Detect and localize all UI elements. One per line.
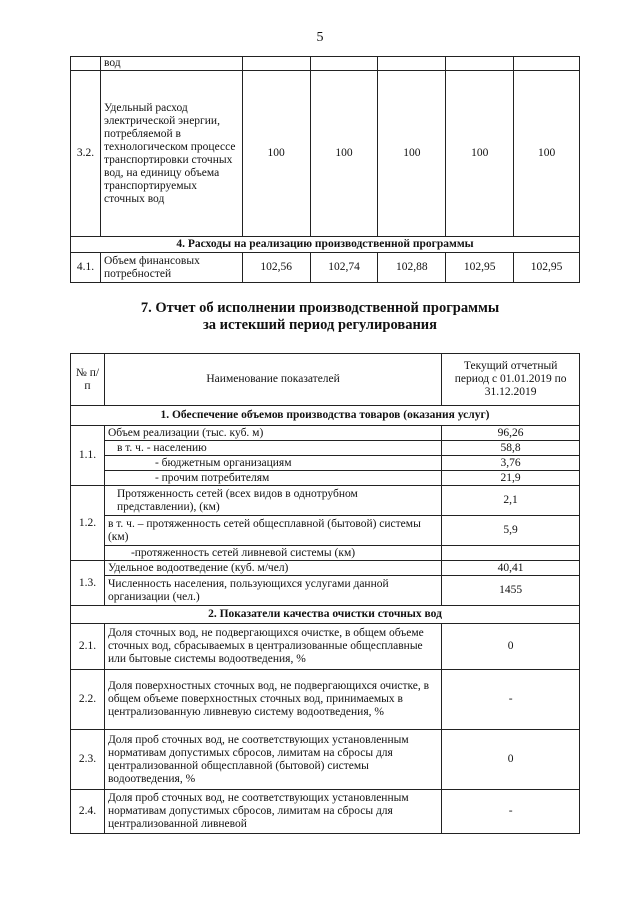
table-row [71,624,580,670]
value-cell: 102,95 [514,253,580,283]
indicator-value: 0 [442,624,580,670]
table-row [71,441,580,456]
header-period: Текущий отчетный период с 01.01.2019 по 31.12.2019 [442,354,580,406]
table-row [71,790,580,834]
indicator-value: 0 [442,730,580,790]
table-row [71,486,580,516]
value-cell: 102,74 [310,253,378,283]
section-row [71,237,580,253]
table-row [71,71,580,237]
indicator-label: Объем реализации (тыс. куб. м) [104,426,441,441]
table-row [71,456,580,471]
value-cell: 100 [310,71,378,237]
indicator-value: 2,1 [442,486,580,516]
indicator-label: Численность населения, пользующихся услугами данной организации (чел.) [104,576,441,606]
header-name: Наименование показателей [104,354,441,406]
program-table-continued [70,56,580,283]
table-row [71,426,580,441]
indicator-value: 5,9 [442,516,580,546]
row-top-text: вод [100,57,242,71]
indicator-label: Доля поверхностных сточных вод, не подвергающихся очистке, в общем объеме поверхностных сточных вод, принимаемых в централизованную ливневую систему водоотведения, % [104,670,441,730]
table-row [71,471,580,486]
indicator-label: -протяженность сетей ливневой системы (км) [104,546,441,561]
value-cell: 100 [242,71,310,237]
indicator-value: 1455 [442,576,580,606]
indicator-label: Удельное водоотведение (куб. м/чел) [104,561,441,576]
row-number: 2.3. [71,730,105,790]
indicator-label: Доля проб сточных вод, не соответствующих установленным нормативам допустимых сбросов, лимитам на сбросы для централизованной общесплавной (бытовой) системы водоотведения, % [104,730,441,790]
table-row [71,561,580,576]
section-7-line1: 7. Отчет об исполнении производственной программы [140,300,500,316]
indicator-label: Доля проб сточных вод, не соответствующих установленным нормативам допустимых сбросов, лимитам на сбросы для централизованной ливневой [104,790,441,834]
section-row [71,406,580,426]
table-row [71,670,580,730]
table-row [71,516,580,546]
indicator-value: - [442,790,580,834]
indicator-label: - прочим потребителям [104,471,441,486]
value-cell: 102,56 [242,253,310,283]
indicator-value: 3,76 [442,456,580,471]
indicator-label: в т. ч. - населению [104,441,441,456]
header-num: № п/п [71,354,105,406]
table-row [71,253,580,283]
indicator-label: - бюджетным организациям [104,456,441,471]
indicator-value: 58,8 [442,441,580,456]
table-row [71,576,580,606]
row-number: 1.2. [71,486,105,561]
indicator-value [442,546,580,561]
report-table [70,353,580,834]
value-cell: 100 [378,71,446,237]
header-row [71,354,580,406]
indicator-value: 96,26 [442,426,580,441]
table-row [71,57,580,71]
row-number: 4.1. [71,253,101,283]
indicator-value: 40,41 [442,561,580,576]
value-cell: 100 [446,71,514,237]
table-row [71,730,580,790]
value-cell: 102,88 [378,253,446,283]
row-number: 3.2. [71,71,101,237]
section-heading: 4. Расходы на реализацию производственной программы [71,237,580,253]
section-heading: 2. Показатели качества очистки сточных вод [71,606,580,624]
section-row [71,606,580,624]
indicator-name: Объем финансовых потребностей [100,253,242,283]
row-number: 2.1. [71,624,105,670]
row-number: 1.3. [71,561,105,606]
table-row [71,546,580,561]
value-cell: 100 [514,71,580,237]
section-7-line2: за истекший период регулирования [202,317,438,333]
section-heading: 1. Обеспечение объемов производства товаров (оказания услуг) [71,406,580,426]
value-cell: 102,95 [446,253,514,283]
indicator-label: Доля сточных вод, не подвергающихся очистке, в общем объеме сточных вод, сбрасываемых в централизованные общесплавные или бытовые системы водоотведения, % [104,624,441,670]
indicator-label: в т. ч. – протяженность сетей общесплавной (бытовой) системы (км) [104,516,441,546]
indicator-name: Удельный расход электрической энергии, потребляемой в технологическом процессе транспортировки сточных вод, на единицу объема транспортируемых сточных вод [100,71,242,237]
indicator-value: 21,9 [442,471,580,486]
page-number: 5 [316,30,324,45]
row-number: 2.4. [71,790,105,834]
indicator-label: Протяженность сетей (всех видов в однотрубном представлении), (км) [104,486,441,516]
indicator-value: - [442,670,580,730]
row-number: 2.2. [71,670,105,730]
row-number: 1.1. [71,426,105,486]
section-7-title [0,300,640,334]
